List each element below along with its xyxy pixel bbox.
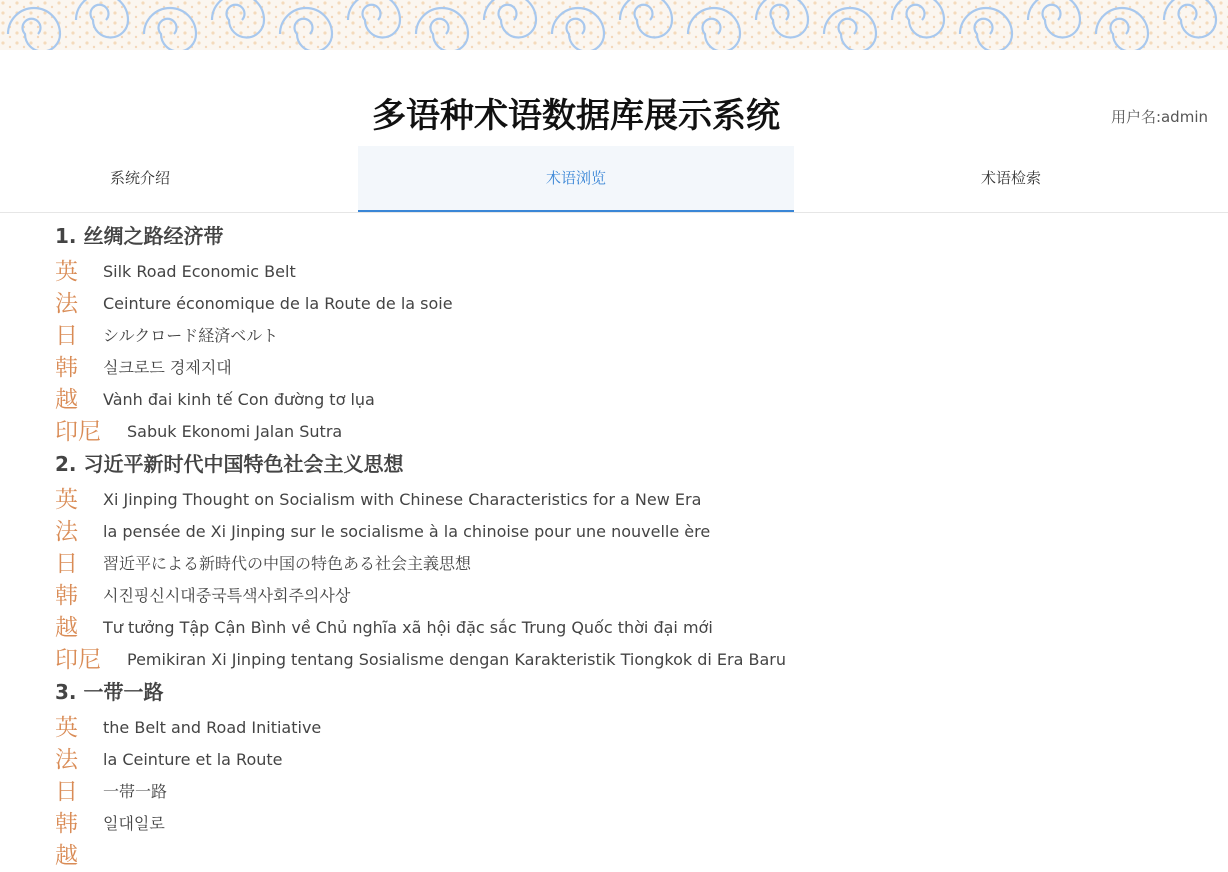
term-translation: la pensée de Xi Jinping sur le socialisme à la chinoise pour une nouvelle ère: [103, 522, 711, 541]
term-translation: 시진핑신시대중국특색사회주의사상: [103, 586, 351, 605]
term-translation: 一帯一路: [103, 782, 168, 801]
term-entry: [55, 352, 1205, 384]
language-label: 韩: [55, 811, 78, 837]
term-entry: [55, 288, 1205, 320]
tab-term-browse[interactable]: 术语浏览: [358, 146, 794, 212]
language-label: 日: [55, 551, 78, 577]
term-translation: la Ceinture et la Route: [103, 750, 283, 769]
tab-term-search[interactable]: 术语检索: [980, 169, 1041, 187]
term-entry: [55, 416, 1205, 448]
term-translation: Sabuk Ekonomi Jalan Sutra: [127, 422, 343, 441]
term-list: [55, 220, 1205, 872]
term-translation: 習近平による新時代の中国の特色ある社会主義思想: [103, 554, 472, 573]
language-label: 法: [55, 747, 78, 773]
term-entry: [55, 776, 1205, 808]
language-label: 日: [55, 779, 78, 805]
main-nav: [0, 146, 1228, 213]
language-label: 越: [55, 615, 78, 641]
term-item: [55, 676, 1205, 872]
term-entry: [55, 744, 1205, 776]
language-label: 法: [55, 291, 78, 317]
term-entry: [55, 712, 1205, 744]
language-label: 法: [55, 519, 78, 545]
term-translation: the Belt and Road Initiative: [103, 718, 322, 737]
term-entry: [55, 808, 1205, 840]
term-translation: Vành đai kinh tế Con đường tơ lụa: [103, 390, 375, 409]
language-label: 越: [55, 843, 78, 869]
swirl-pattern-icon: [0, 0, 1228, 50]
language-label: 印尼: [55, 647, 101, 673]
term-entry: [55, 580, 1205, 612]
term-entry: [55, 840, 1205, 872]
term-entry: [55, 516, 1205, 548]
username-label: 用户名:admin: [1110, 108, 1208, 126]
term-translation: Ceinture économique de la Route de la soie: [103, 294, 453, 313]
language-label: 韩: [55, 583, 78, 609]
language-label: 英: [55, 487, 78, 513]
term-item: [55, 448, 1205, 676]
page-title: 多语种术语数据库展示系统: [372, 96, 780, 136]
term-translation: Pemikiran Xi Jinping tentang Sosialisme dengan Karakteristik Tiongkok di Era Baru: [127, 650, 786, 669]
language-label: 越: [55, 387, 78, 413]
language-label: 英: [55, 259, 78, 285]
term-title: 2. 习近平新时代中国特色社会主义思想: [55, 452, 404, 476]
term-entry: [55, 644, 1205, 676]
term-entry: [55, 548, 1205, 580]
tab-system-intro[interactable]: 系统介绍: [110, 169, 171, 187]
term-title: 3. 一带一路: [55, 680, 164, 704]
language-label: 韩: [55, 355, 78, 381]
term-entry: [55, 320, 1205, 352]
language-label: 英: [55, 715, 78, 741]
term-title: 1. 丝绸之路经济带: [55, 224, 224, 248]
language-label: 日: [55, 323, 78, 349]
term-item: [55, 220, 1205, 448]
term-entry: [55, 484, 1205, 516]
term-translation: Silk Road Economic Belt: [103, 262, 296, 281]
term-translation: 실크로드 경제지대: [103, 358, 232, 377]
language-label: 印尼: [55, 419, 101, 445]
term-translation: 일대일로: [103, 814, 165, 833]
decorative-banner: [0, 0, 1228, 50]
term-entry: [55, 612, 1205, 644]
term-entry: [55, 384, 1205, 416]
term-entry: [55, 256, 1205, 288]
term-translation: Tư tưởng Tập Cận Bình về Chủ nghĩa xã hội đặc sắc Trung Quốc thời đại mới: [103, 618, 713, 637]
term-translation: Xi Jinping Thought on Socialism with Chinese Characteristics for a New Era: [103, 490, 702, 509]
term-translation: シルクロード経済ベルト: [103, 326, 279, 345]
